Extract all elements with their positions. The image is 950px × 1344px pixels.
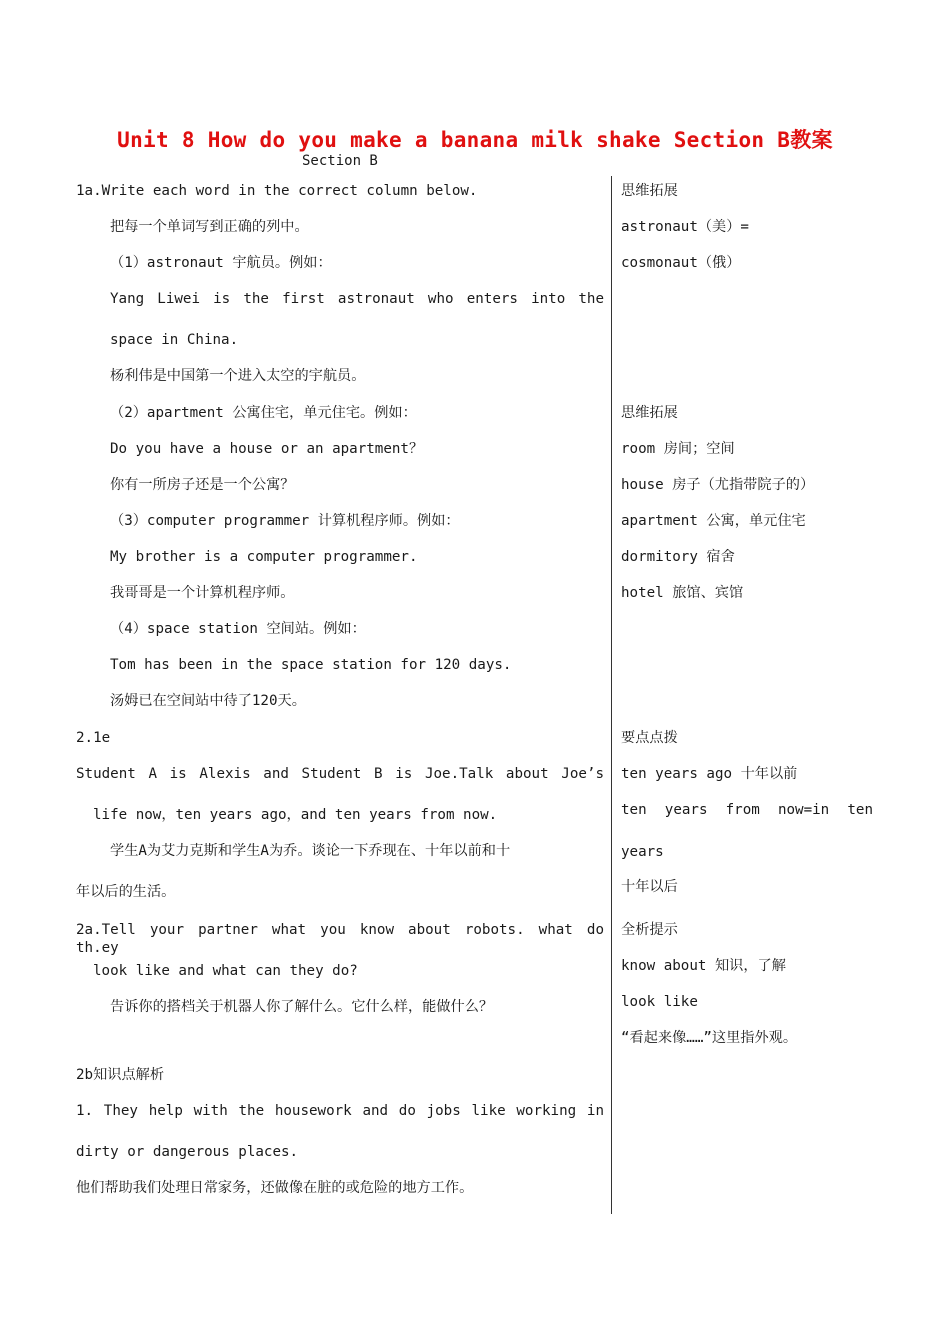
text-line: 杨利伟是中国第一个进入太空的宇航员。 [110, 368, 366, 384]
text-line: 2a.Tell your partner what you know about robots. what do th.ey [76, 922, 604, 956]
text-line: 告诉你的搭档关于机器人你了解什么。它什么样，能做什么？ [110, 999, 494, 1015]
text-line: life now，ten years ago，and ten years from now. [93, 807, 498, 823]
text-line: 把每一个单词写到正确的列中。 [110, 219, 309, 235]
note-line: house 房子（尤指带院子的） [621, 477, 815, 493]
text-line: 学生A为艾力克斯和学生A为乔。谈论一下乔现在、十年以前和十 [110, 843, 511, 859]
note-heading: 思维拓展 [621, 405, 678, 421]
document-title: Unit 8 How do you make a banana milk shake Section B教案 [117, 128, 833, 152]
note-line: “看起来像……”这里指外观。 [621, 1030, 798, 1046]
text-line: 2.1e [76, 730, 111, 746]
text-line: Do you have a house or an apartment？ [110, 441, 424, 457]
note-line: know about 知识，了解 [621, 958, 786, 974]
text-line: Yang Liwei is the first astronaut who enters into the [110, 291, 604, 307]
text-line: Tom has been in the space station for 120 days. [110, 657, 512, 673]
note-line: ten years from now=in ten [621, 802, 873, 818]
text-line: （3）computer programmer 计算机程序师。例如： [110, 513, 460, 529]
text-line: （4）space station 空间站。例如： [110, 621, 366, 637]
note-heading: 要点点拨 [621, 730, 678, 746]
text-line: （1）astronaut 宇航员。例如： [110, 255, 332, 271]
text-line: My brother is a computer programmer. [110, 549, 418, 565]
text-line: 汤姆已在空间站中待了120天。 [110, 693, 306, 709]
note-line: years [621, 844, 664, 860]
note-line: dormitory 宿舍 [621, 549, 735, 565]
text-line: 年以后的生活。 [76, 884, 176, 900]
note-line: cosmonaut（俄） [621, 255, 741, 271]
text-line: 1. They help with the housework and do jobs like working in [76, 1103, 604, 1119]
text-line: 他们帮助我们处理日常家务，还做像在脏的或危险的地方工作。 [76, 1180, 474, 1196]
note-line: hotel 旅馆、宾馆 [621, 585, 744, 601]
note-line: ten years ago 十年以前 [621, 766, 798, 782]
section-subtitle: Section B [302, 153, 378, 169]
text-line: （2）apartment 公寓住宅，单元住宅。例如： [110, 405, 417, 421]
text-line: space in China. [110, 332, 239, 348]
note-line: 十年以后 [621, 879, 678, 895]
text-line: look like and what can they do? [93, 963, 358, 979]
text-line: 我哥哥是一个计算机程序师。 [110, 585, 295, 601]
note-heading: 全析提示 [621, 922, 678, 938]
text-line: 你有一所房子还是一个公寓？ [110, 477, 295, 493]
section-heading: 2b知识点解析 [76, 1067, 165, 1083]
note-line: apartment 公寓，单元住宅 [621, 513, 806, 529]
note-line: astronaut（美）= [621, 219, 749, 235]
text-line: Student A is Alexis and Student B is Joe.Talk about Joe’s [76, 766, 604, 782]
note-line: room 房间；空间 [621, 441, 735, 457]
column-divider [611, 176, 612, 1214]
note-line: look like [621, 994, 698, 1010]
text-line: 1a.Write each word in the correct column below. [76, 183, 478, 199]
note-heading: 思维拓展 [621, 183, 678, 199]
text-line: dirty or dangerous places. [76, 1144, 299, 1160]
